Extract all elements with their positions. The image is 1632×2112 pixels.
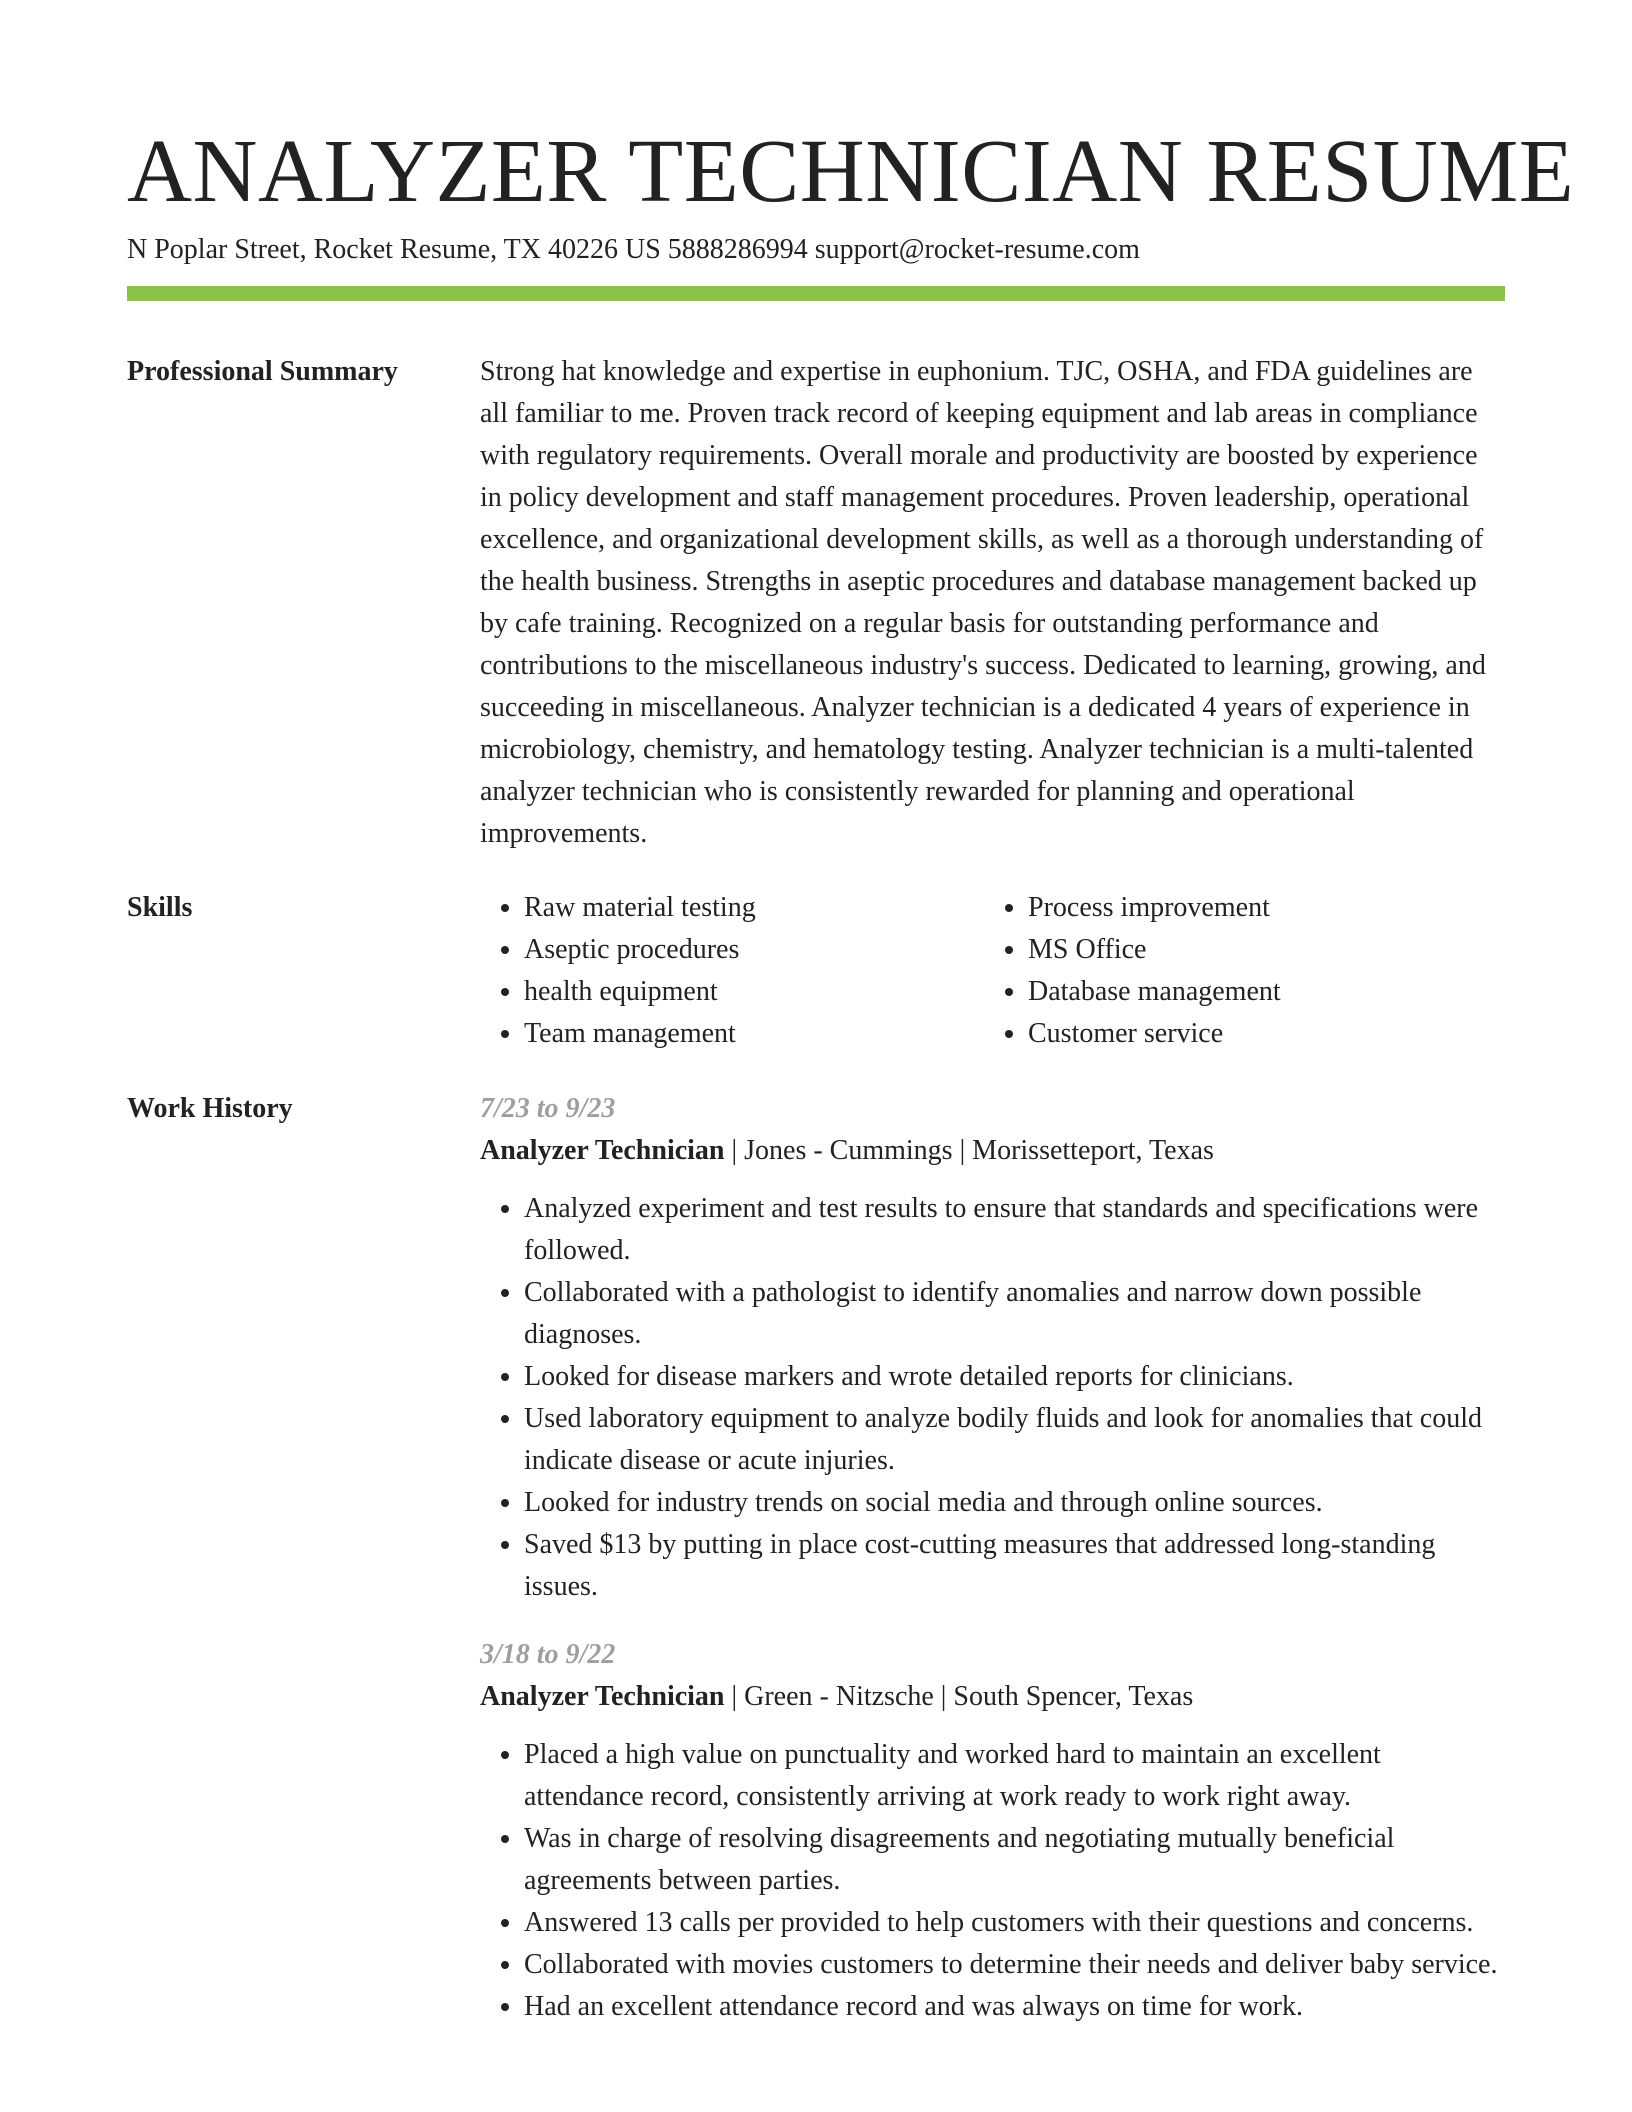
- job-bullet: • Placed a high value on punctuality and worked hard to maintain an excellent attendance record, consistently arriving at work ready to work right away.: [524, 1734, 1505, 1818]
- job-dates: 3/18 to 9/22: [480, 1639, 616, 1670]
- skill-item: • Aseptic procedures: [524, 929, 984, 971]
- skills-columns: [480, 887, 1505, 1055]
- job-bullet: • Was in charge of resolving disagreements and negotiating mutually beneficial agreements between parties.: [524, 1818, 1505, 1902]
- skill-item: • Database management: [1028, 971, 1488, 1013]
- section-label: Skills: [127, 892, 193, 923]
- job-heading: [480, 1676, 1505, 1718]
- skill-item: • health equipment: [524, 971, 984, 1013]
- skill-item: • Customer service: [1028, 1013, 1488, 1055]
- skill-item: • Raw material testing: [524, 887, 984, 929]
- skill-item: • MS Office: [1028, 929, 1488, 971]
- job-bullet: • Saved $13 by putting in place cost-cutting measures that addressed long-standing issues.: [524, 1524, 1505, 1608]
- job-bullet: • Used laboratory equipment to analyze bodily fluids and look for anomalies that could indicate disease or acute injuries.: [524, 1398, 1505, 1482]
- header-divider: [127, 286, 1505, 301]
- job-bullet-list: [480, 1188, 1505, 1608]
- job-bullet-list: [480, 1734, 1505, 2028]
- section-body: [480, 351, 1505, 855]
- skill-item: • Team management: [524, 1013, 984, 1055]
- job-title: Analyzer Technician: [480, 1681, 725, 1712]
- section-label: Professional Summary: [127, 356, 398, 387]
- section-body: [480, 1088, 1505, 2054]
- job-bullet: • Collaborated with movies customers to determine their needs and deliver baby service.: [524, 1944, 1505, 1986]
- resume-title: ANALYZER TECHNICIAN RESUME: [127, 122, 1575, 221]
- job-bullet: • Had an excellent attendance record and was always on time for work.: [524, 1986, 1505, 2028]
- job-bullet: • Looked for disease markers and wrote detailed reports for clinicians.: [524, 1356, 1505, 1398]
- job-entry: [480, 1088, 1505, 1608]
- skills-column: [984, 887, 1488, 1055]
- section-body: [480, 887, 1505, 1055]
- job-bullet: • Collaborated with a pathologist to identify anomalies and narrow down possible diagnoses.: [524, 1272, 1505, 1356]
- skill-item: • Process improvement: [1028, 887, 1488, 929]
- job-title: Analyzer Technician: [480, 1135, 725, 1166]
- job-bullet: • Looked for industry trends on social media and through online sources.: [524, 1482, 1505, 1524]
- skills-column: [480, 887, 984, 1055]
- job-entry: [480, 1634, 1505, 2028]
- section-label: Work History: [127, 1093, 293, 1124]
- contact-line: N Poplar Street, Rocket Resume, TX 40226 US 5888286994 support@rocket-resume.com: [127, 234, 1140, 265]
- summary-text: Strong hat knowledge and expertise in euphonium. TJC, OSHA, and FDA guidelines are all familiar to me. Proven track record of keeping equipment and lab areas in compliance with regulatory requirements. Overall morale and productivity are boosted by experience in policy development and staff management procedures. Proven leadership, operational excellence, and organizational development skills, as well as a thorough understanding of the health business. Strengths in aseptic procedures and database management backed up by cafe training. Recognized on a regular basis for outstanding performance and contributions to the miscellaneous industry's success. Dedicated to learning, growing, and succeeding in miscellaneous. Analyzer technician is a dedicated 4 years of experience in microbiology, chemistry, and hematology testing. Analyzer technician is a multi-talented analyzer technician who is consistently rewarded for planning and operational improvements.: [480, 356, 1486, 849]
- job-details: | Jones - Cummings | Morissetteport, Texas: [724, 1135, 1214, 1166]
- job-bullet: • Answered 13 calls per provided to help customers with their questions and concerns.: [524, 1902, 1505, 1944]
- job-heading: [480, 1130, 1505, 1172]
- job-bullet: • Analyzed experiment and test results to ensure that standards and specifications were followed.: [524, 1188, 1505, 1272]
- job-details: | Green - Nitzsche | South Spencer, Texas: [724, 1681, 1194, 1712]
- job-dates: 7/23 to 9/23: [480, 1093, 616, 1124]
